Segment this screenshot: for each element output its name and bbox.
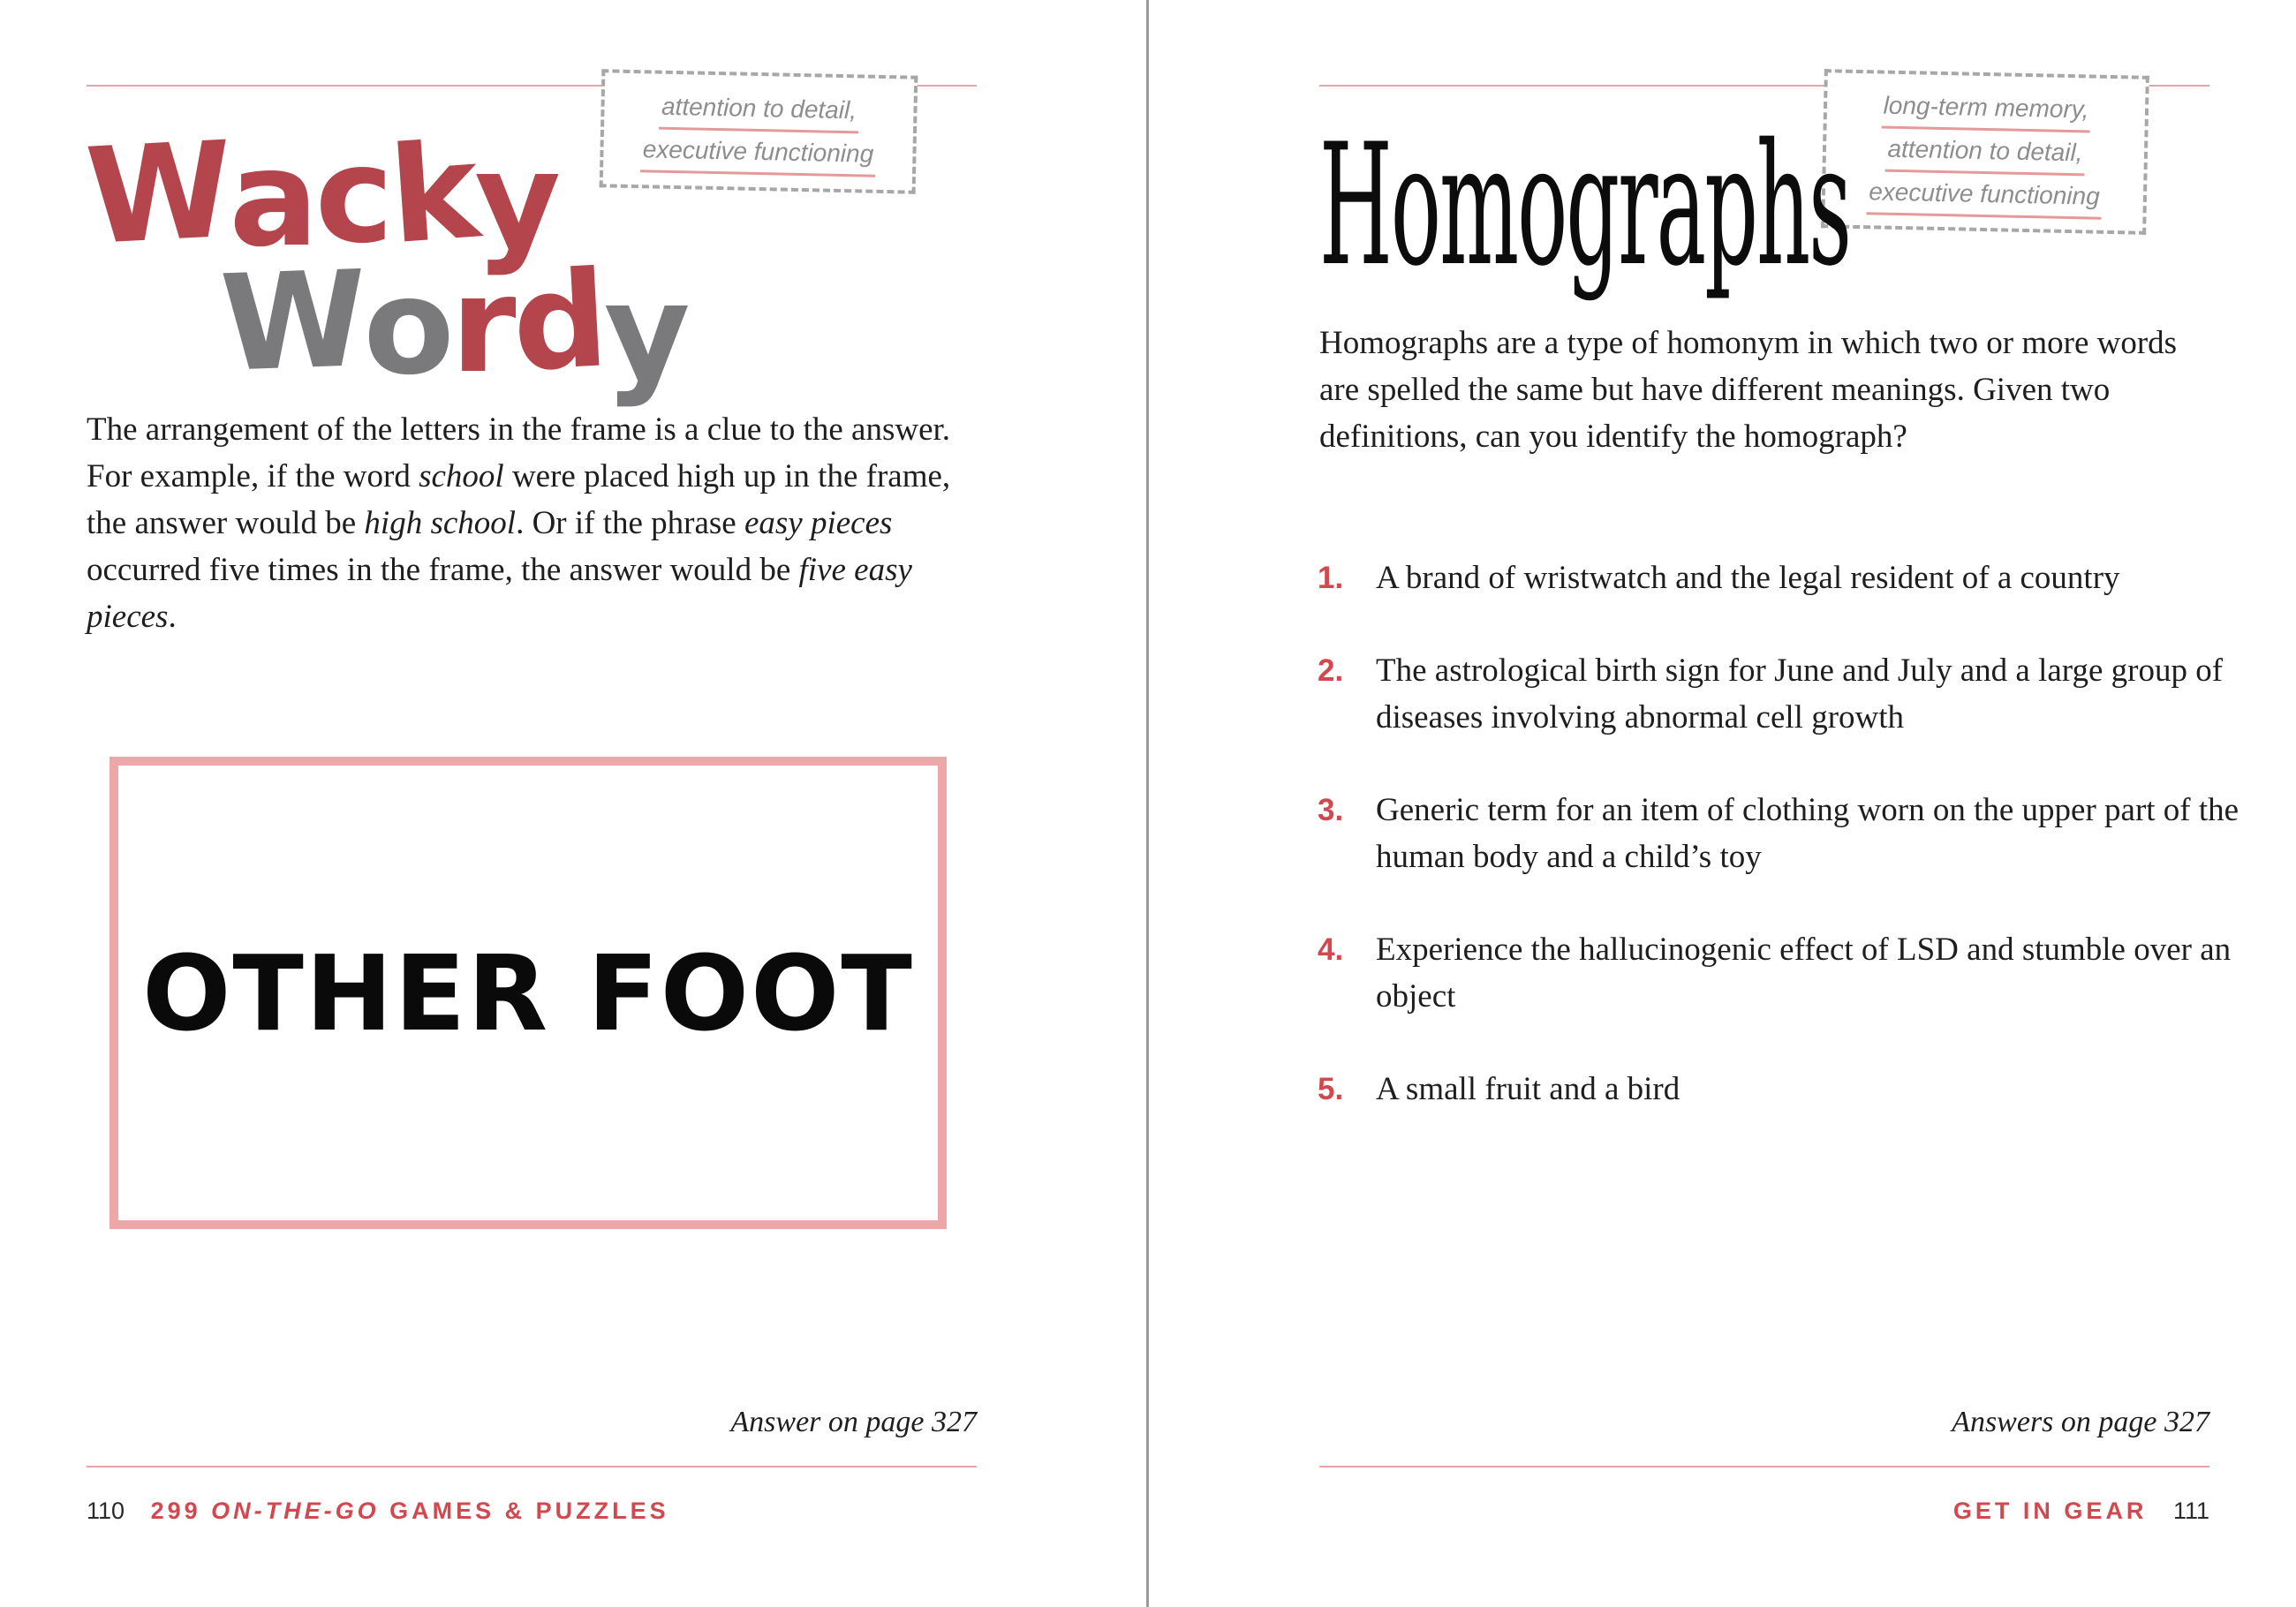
skill-label: attention to detail, [659, 87, 858, 134]
clue-item [1318, 926, 2254, 1020]
clue-item [1318, 787, 2254, 880]
title-letter: W [218, 243, 366, 402]
clue-number: 3. [1318, 793, 1344, 827]
instructions-emphasis: five easy pieces [87, 552, 912, 635]
instructions-text: . [168, 599, 177, 635]
puzzle-frame [110, 757, 947, 1229]
clue-list [1318, 555, 2254, 1158]
left-page [0, 0, 1146, 1607]
clue-item [1318, 1066, 2254, 1113]
skill-label: attention to detail, [1885, 128, 2085, 176]
instructions-emphasis: school [419, 458, 504, 494]
instructions-text: occurred five times in the frame, the answer would be [87, 552, 799, 588]
instructions: Homographs are a type of homonym in which two or more words are spelled the same but have different meanings. Given two definitions, can you identify the homograph? [1319, 325, 2178, 455]
bottom-rule [87, 1466, 977, 1467]
title-letter: W [82, 113, 233, 275]
running-title: GET IN GEAR [1952, 1498, 2148, 1524]
answer-reference: Answers on page 327 [1952, 1406, 2209, 1438]
skill-label: long-term memory, [1881, 85, 2091, 132]
title-letter: y [474, 124, 558, 278]
clue-item [1318, 647, 2254, 741]
clue-text: Experience the hallucinogenic effect of LSD and stumble over an object [1376, 932, 2232, 1015]
clue-text: Generic term for an item of clothing worn on the upper part of the human body and a child’s toy [1376, 792, 2239, 875]
folio [87, 1498, 669, 1525]
skill-label: executive functioning [1867, 171, 2102, 220]
instructions [87, 406, 978, 640]
title-letter: r [450, 249, 513, 403]
folio [1953, 1498, 2209, 1525]
skill-label: executive functioning [640, 129, 875, 177]
book-gutter [1146, 0, 1149, 1607]
running-title-emphasis: ON-THE-GO [211, 1498, 380, 1524]
running-title-text: 299 [150, 1498, 212, 1524]
page-number: 110 [87, 1498, 125, 1524]
title-letter: o [363, 251, 451, 404]
clue-number: 4. [1318, 932, 1344, 967]
puzzle-text: OTHER FOOT [142, 932, 914, 1054]
clue-number: 2. [1318, 653, 1344, 688]
running-title-text: GAMES & PUZZLES [379, 1498, 669, 1524]
bottom-rule [1319, 1466, 2209, 1467]
skills-tag [1821, 69, 2149, 235]
clue-text: A small fruit and a bird [1376, 1071, 1680, 1107]
clue-item [1318, 555, 2254, 601]
puzzle-title: Homographs [1319, 108, 1850, 303]
puzzle-title-line-2 [218, 243, 687, 410]
instructions-emphasis: easy pieces [744, 505, 893, 541]
page-number: 111 [2172, 1498, 2209, 1524]
instructions-text: The arrangement of the letters in the frame is a clue to the answer. For example, if the word [87, 411, 951, 494]
clue-number: 5. [1318, 1072, 1344, 1106]
clue-number: 1. [1318, 561, 1344, 595]
instructions-text: were placed high up in the frame, the answer would be [87, 458, 951, 541]
instructions-emphasis: high school [364, 505, 517, 541]
title-letter: y [603, 256, 687, 410]
title-letter: d [509, 243, 608, 402]
instructions-text: . Or if the phrase [516, 505, 744, 541]
title-letter: k [384, 114, 480, 275]
right-page [1150, 0, 2296, 1607]
puzzle-title-line-1 [82, 113, 558, 278]
answer-reference: Answer on page 327 [730, 1406, 977, 1438]
clue-text: A brand of wristwatch and the legal resident of a country [1376, 560, 2120, 596]
title-letter: c [314, 119, 390, 273]
running-title [151, 1498, 669, 1524]
title-letter: a [229, 123, 315, 276]
skills-tag [600, 69, 918, 193]
clue-text: The astrological birth sign for June and July and a large group of diseases involving abnormal cell growth [1376, 653, 2224, 736]
